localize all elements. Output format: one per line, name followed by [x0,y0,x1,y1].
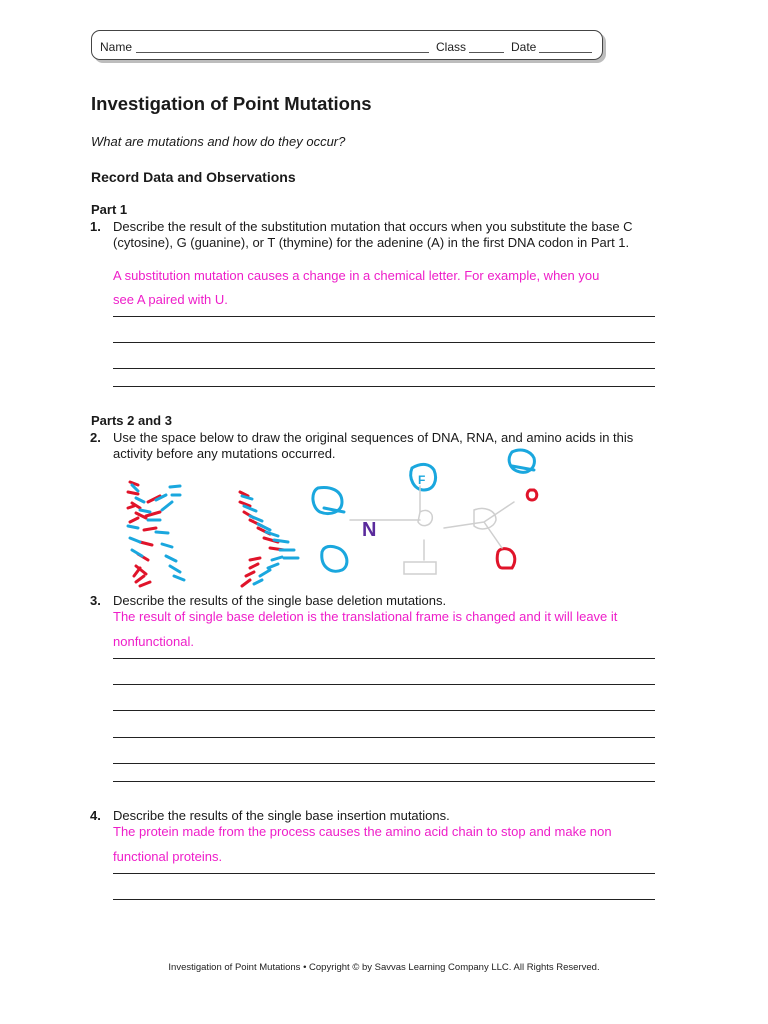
date-field[interactable] [539,52,592,53]
q3-number: 3. [90,593,101,608]
answer-line [113,342,655,343]
q1-answer-line2[interactable]: see A paired with U. [113,292,228,307]
answer-line [113,781,655,782]
dna-helix-sketch-left [128,482,184,586]
answer-line [113,684,655,685]
answer-line [113,899,655,900]
drawn-shape [322,546,347,571]
date-label: Date [511,40,537,54]
guiding-question: What are mutations and how do they occur? [91,134,346,149]
class-field[interactable] [469,52,504,53]
drawn-shape [509,450,534,472]
answer-line [113,368,655,369]
name-field[interactable] [136,52,429,53]
q3-text: Describe the results of the single base deletion mutations. [113,593,447,608]
name-label: Name [100,40,133,54]
section-heading: Record Data and Observations [91,169,296,185]
answer-line [113,710,655,711]
class-label: Class [436,40,467,54]
q2-number: 2. [90,430,101,445]
part1-heading: Part 1 [91,202,128,217]
drawing-letter-n: N [362,519,377,541]
q4-text: Describe the results of the single base insertion mutations. [113,808,450,823]
answer-line [113,737,655,738]
footer-copyright: Investigation of Point Mutations • Copyright © by Savvas Learning Company LLC. All Rights Reserved. [168,962,600,973]
q1-text: Describe the result of the substitution mutation that occurs when you substitute the base C (cytosine), G (guanine), or T (thymine) for the adenine (A) in the first DNA codon in Part 1. [113,219,633,250]
q3-answer-line2[interactable]: nonfunctional. [113,634,194,649]
drawn-shape [527,490,537,500]
q4-answer-line2[interactable]: functional proteins. [113,849,223,864]
answer-line [113,386,655,387]
drawn-shape [313,488,344,514]
dna-helix-sketch-right [240,492,298,586]
drawn-shape [497,549,515,568]
q4-number: 4. [90,808,101,823]
answer-line [113,873,655,874]
drawing-letter-f: F [418,473,426,487]
student-drawing[interactable] [100,440,660,600]
q3-answer-line1[interactable]: The result of single base deletion is the translational frame is changed and it will leave it [113,609,618,624]
parts23-heading: Parts 2 and 3 [91,413,172,428]
q1-number: 1. [90,219,101,234]
answer-line [113,658,655,659]
q2-text: Use the space below to draw the original sequences of DNA, RNA, and amino acids in this activity before any mutations occurred. [113,430,634,461]
q1-answer-line1[interactable]: A substitution mutation causes a change in a chemical letter. For example, when you [113,268,600,283]
answer-line [113,763,655,764]
page-title: Investigation of Point Mutations [91,93,372,114]
answer-line [113,316,655,317]
q4-answer-line1[interactable]: The protein made from the process causes the amino acid chain to stop and make non [113,824,612,839]
